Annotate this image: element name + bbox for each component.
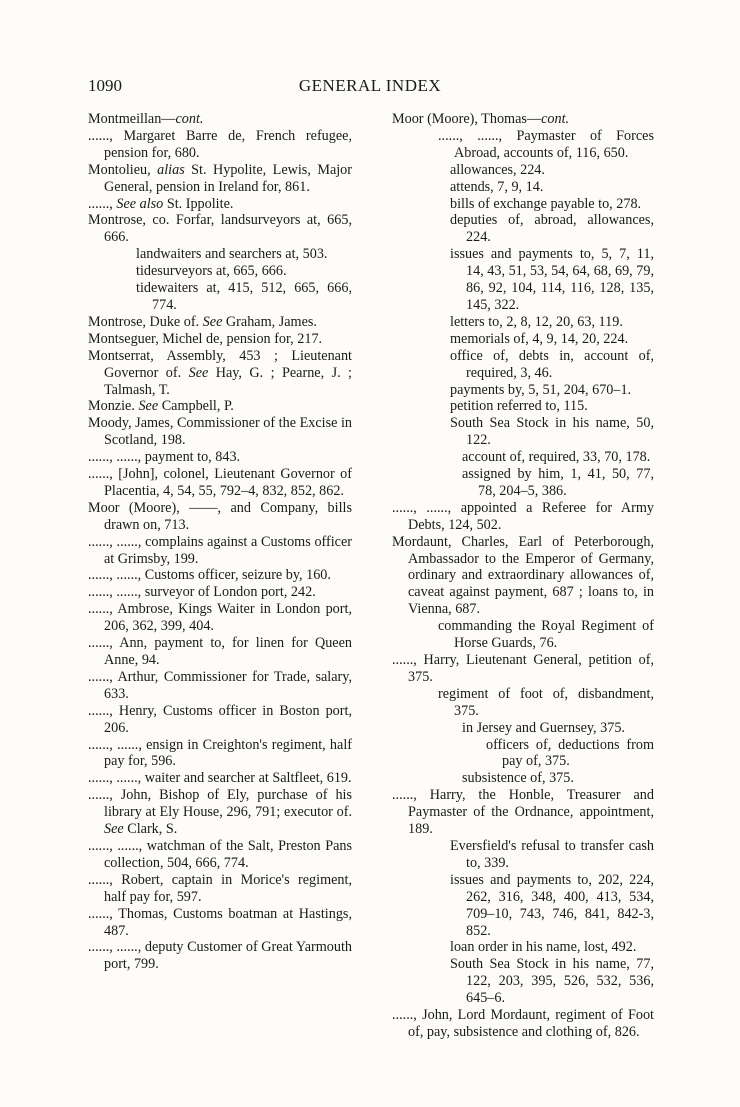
index-entry: ......, Henry, Customs officer in Boston port, 206. — [88, 702, 352, 736]
index-entry: ......, ......, surveyor of London port, 242. — [88, 584, 316, 601]
index-entry: allowances, 224. — [450, 161, 545, 178]
index-entry: landwaiters and searchers at, 503. — [136, 246, 328, 263]
index-entry: ......, Thomas, Customs boatman at Hastings, 487. — [88, 905, 352, 939]
index-entry: ......, ......, waiter and searcher at Saltfleet, 619. — [88, 770, 352, 787]
index-entry: Montolieu, alias St. Hypolite, Lewis, Major General, pension in Ireland for, 861. — [88, 161, 352, 195]
index-entry: South Sea Stock in his name, 77, 122, 203, 395, 526, 532, 536, 645–6. — [450, 956, 654, 1007]
index-entry: issues and payments to, 202, 224, 262, 316, 348, 400, 413, 534, 709–10, 743, 746, 841, 842-3, 852. — [450, 871, 654, 939]
index-entry: ......, Harry, the Honble, Treasurer and Paymaster of the Ordnance, appointment, 189. — [392, 787, 654, 838]
index-entry: ......, Arthur, Commissioner for Trade, salary, 633. — [88, 668, 352, 702]
index-entry: Montseguer, Michel de, pension for, 217. — [88, 330, 323, 347]
index-column-left — [88, 111, 352, 973]
index-entry: account of, required, 33, 70, 178. — [462, 449, 651, 466]
index-entry: Moor (Moore), ——, and Company, bills drawn on, 713. — [88, 499, 352, 533]
index-entry: ......, John, Bishop of Ely, purchase of his library at Ely House, 296, 791; executor of. See Clark, S. — [88, 787, 352, 838]
index-entry: South Sea Stock in his name, 50, 122. — [450, 415, 654, 449]
index-entry: ......, ......, watchman of the Salt, Preston Pans collection, 504, 666, 774. — [88, 837, 352, 871]
index-entry: ......, ......, Customs officer, seizure by, 160. — [88, 567, 331, 584]
index-entry: ......, See also St. Ippolite. — [88, 195, 234, 212]
running-title: GENERAL INDEX — [298, 76, 442, 95]
index-entry: Monzie. See Campbell, P. — [88, 398, 234, 415]
index-entry: ......, Margaret Barre de, French refugee, pension for, 680. — [88, 127, 352, 161]
index-entry: regiment of foot of, disbandment, 375. — [438, 685, 654, 719]
index-entry: ......, ......, payment to, 843. — [88, 449, 241, 466]
index-entry: Eversfield's refusal to transfer cash to, 339. — [450, 837, 654, 871]
index-entry: deputies of, abroad, allowances, 224. — [450, 212, 654, 246]
index-entry: issues and payments to, 5, 7, 11, 14, 43, 51, 53, 54, 64, 68, 69, 79, 86, 92, 104, 114, 116, 128, 135, 145, 322. — [450, 246, 654, 313]
index-entry: bills of exchange payable to, 278. — [450, 195, 642, 212]
index-entry: commanding the Royal Regiment of Horse Guards, 76. — [438, 618, 654, 652]
index-entry: payments by, 5, 51, 204, 670–1. — [450, 381, 632, 398]
index-entry: Montrose, Duke of. See Graham, James. — [88, 313, 317, 330]
index-entry: subsistence of, 375. — [462, 770, 574, 787]
index-entry: in Jersey and Guernsey, 375. — [462, 719, 625, 736]
index-entry: petition referred to, 115. — [450, 398, 588, 415]
index-entry: tidewaiters at, 415, 512, 665, 666, 774. — [136, 280, 352, 313]
index-entry: ......, Robert, captain in Morice's regiment, half pay for, 597. — [88, 871, 352, 905]
index-entry: letters to, 2, 8, 12, 20, 63, 119. — [450, 313, 623, 330]
index-entry: attends, 7, 9, 14. — [450, 178, 544, 195]
index-entry: ......, ......, appointed a Referee for Army Debts, 124, 502. — [392, 499, 654, 533]
index-entry: Montserrat, Assembly, 453 ; Lieutenant Governor of. See Hay, G. ; Pearne, J. ; Talmash, T. — [88, 347, 353, 398]
index-entry: ......, ......, ensign in Creighton's regiment, half pay for, 596. — [88, 736, 352, 770]
index-entry: ......, John, Lord Mordaunt, regiment of Foot of, pay, subsistence and clothing of, 826. — [392, 1007, 654, 1040]
index-entry: Moody, James, Commissioner of the Excise in Scotland, 198. — [88, 415, 352, 449]
index-entry: assigned by him, 1, 41, 50, 77, 78, 204–5, 386. — [462, 466, 654, 499]
index-entry: Moor (Moore), Thomas—cont. — [392, 111, 570, 127]
index-entry: ......, Harry, Lieutenant General, petition of, 375. — [392, 652, 654, 685]
index-entry: ......, Ambrose, Kings Waiter in London port, 206, 362, 399, 404. — [88, 601, 352, 635]
index-entry: ......, ......, Paymaster of Forces Abroad, accounts of, 116, 650. — [438, 127, 654, 161]
index-entry: ......, ......, deputy Customer of Great Yarmouth port, 799. — [88, 939, 352, 973]
index-entry: tidesurveyors at, 665, 666. — [136, 263, 287, 280]
page-header — [0, 76, 740, 100]
index-entry: Montmeillan—cont. — [88, 111, 204, 127]
page-number: 1090 — [88, 76, 122, 95]
index-entry: officers of, deductions from pay of, 375. — [486, 736, 654, 770]
index-entry: ......, [John], colonel, Lieutenant Governor of Placentia, 4, 54, 55, 792–4, 832, 852, 862. — [88, 466, 352, 499]
index-entry: loan order in his name, lost, 492. — [450, 939, 637, 956]
index-entry: memorials of, 4, 9, 14, 20, 224. — [450, 330, 629, 347]
index-entry: ......, ......, complains against a Customs officer at Grimsby, 199. — [88, 533, 352, 567]
index-column-right — [392, 111, 654, 1041]
index-entry: Montrose, co. Forfar, landsurveyors at, 665, 666. — [88, 212, 352, 246]
index-entry: office of, debts in, account of, required, 3, 46. — [450, 347, 654, 381]
index-entry: ......, Ann, payment to, for linen for Queen Anne, 94. — [88, 635, 352, 668]
index-entry: Mordaunt, Charles, Earl of Peterborough, Ambassador to the Emperor of Germany, ordinary and extraordinary allowances of, caveat against payment, 687 ; loans to, in Vienna, 687. — [392, 533, 654, 618]
